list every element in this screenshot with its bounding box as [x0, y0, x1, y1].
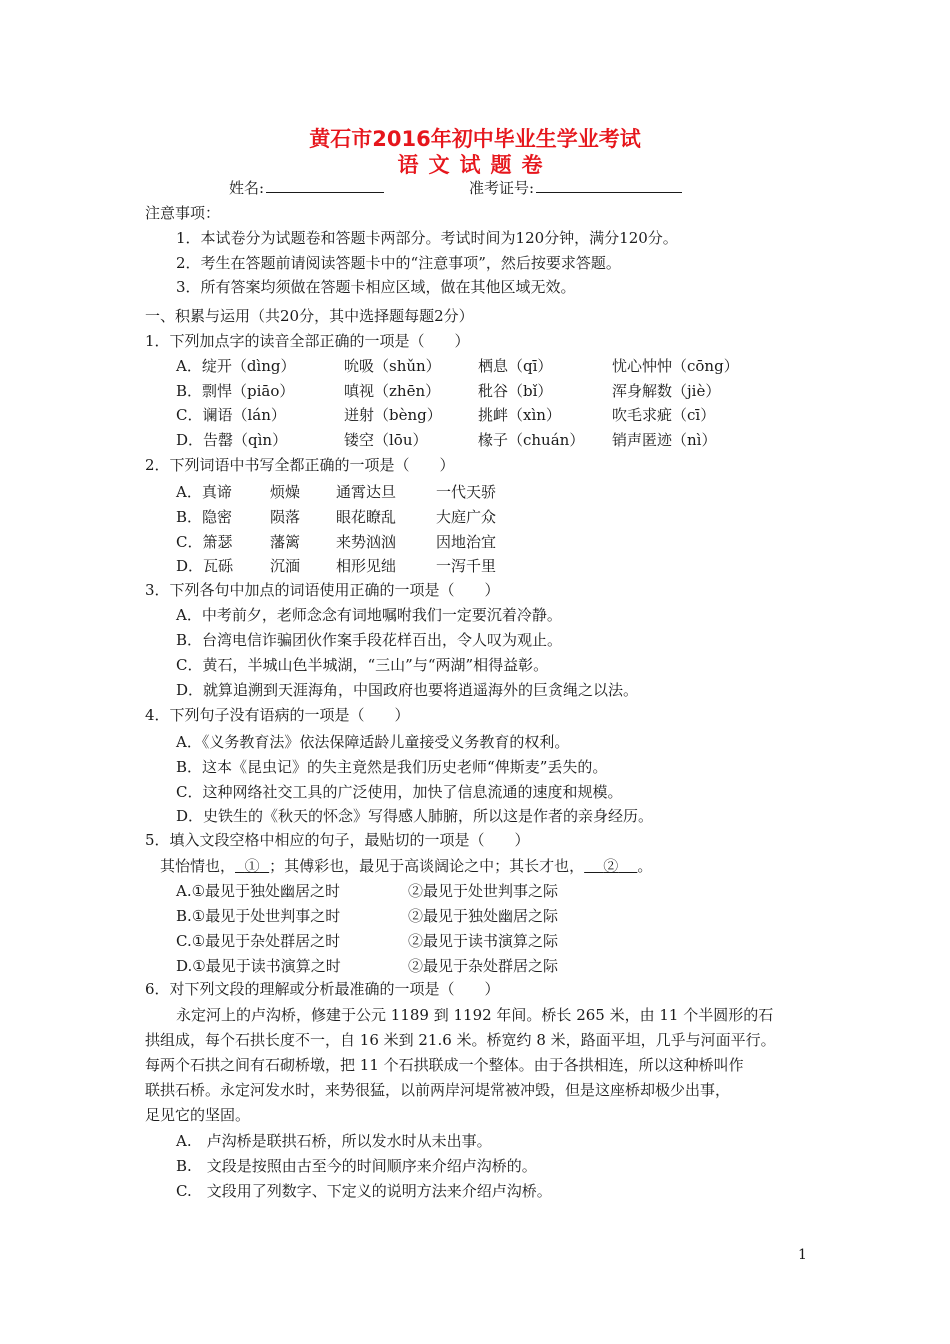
q2-option-cell: 烦燥	[270, 483, 301, 501]
q5-blank-1-label: ①	[244, 857, 260, 875]
q5-option-cell: A.①最见于独处幽居之时	[176, 882, 341, 900]
q2-option-cell: C．箫瑟	[176, 533, 233, 551]
question-6-stem: 6．对下列文段的理解或分析最准确的一项是（ ）	[145, 980, 500, 998]
q1-option-cell: 嗔视（zhēn）	[344, 382, 441, 400]
q4-option: D．史铁生的《秋天的怀念》写得感人肺腑，所以这是作者的亲身经历。	[176, 807, 654, 825]
q5-passage	[160, 856, 652, 876]
q5-option-cell: ②最见于杂处群居之际	[408, 957, 559, 975]
q2-option-cell: 通霄达旦	[336, 483, 397, 501]
q6-passage-line: 每两个石拱之间有石砌桥墩，把 11 个石拱联成一个整体。由于各拱相连，所以这种桥叫作	[145, 1056, 744, 1074]
section-heading: 一、积累与运用（共20分，其中选择题每题2分）	[145, 307, 474, 325]
question-3-stem: 3．下列各句中加点的词语使用正确的一项是（ ）	[145, 581, 500, 599]
q2-option-cell: 一泻千里	[436, 557, 497, 575]
q5-blank-2	[584, 857, 637, 875]
notes-heading: 注意事项：	[145, 204, 221, 222]
id-field[interactable]	[469, 177, 682, 198]
q6-passage-line: 永定河上的卢沟桥，修建于公元 1189 到 1192 年间。桥长 265 米，由 11 个半圆形的石	[176, 1006, 774, 1024]
q5-option-cell: ②最见于独处幽居之际	[408, 907, 559, 925]
q2-option-cell: 因地治宜	[436, 533, 497, 551]
q1-option-cell: 忧心忡忡（cōng）	[612, 357, 739, 375]
question-4-stem: 4．下列句子没有语病的一项是（ ）	[145, 706, 410, 724]
q5-blank-2-label: ②	[603, 857, 619, 875]
q5-passage-part: ；其傅彩也，最见于高谈阔论之中；其长才也，	[269, 857, 585, 875]
q5-option-cell: ②最见于读书演算之际	[408, 932, 559, 950]
q1-option-cell: 吮吸（shǔn）	[344, 357, 441, 375]
exam-subtitle: 语文试题卷	[397, 153, 553, 177]
q1-option-cell: 椽子（chuán）	[478, 431, 585, 449]
q1-option-cell: A．绽开（dìng）	[176, 357, 296, 375]
question-5-stem: 5．填入文段空格中相应的句子，最贴切的一项是（ ）	[145, 831, 530, 849]
q3-option: D．就算追溯到天涯海角，中国政府也要将逍遥海外的巨贪绳之以法。	[176, 681, 639, 699]
q2-option-cell: 来势汹汹	[336, 533, 397, 551]
name-blank[interactable]	[266, 177, 384, 193]
q2-option-cell: 眼花瞭乱	[336, 508, 397, 526]
q5-option-cell: D.①最见于读书演算之时	[176, 957, 341, 975]
exam-title: 黄石市2016年初中毕业生学业考试	[309, 127, 641, 151]
q5-blank-1	[235, 857, 269, 875]
name-field[interactable]	[229, 177, 384, 198]
q3-option: B．台湾电信诈骗团伙作案手段花样百出，令人叹为观止。	[176, 631, 563, 649]
q3-option: C．黄石，半城山色半城湖，“三山”与“两湖”相得益彰。	[176, 656, 549, 674]
note-item: 1．本试卷分为试题卷和答题卡两部分。考试时间为120分钟，满分120分。	[176, 229, 678, 247]
page-number: 1	[798, 1247, 807, 1263]
q5-option-cell: B.①最见于处世判事之时	[176, 907, 341, 925]
q6-option: A. 卢沟桥是联拱石桥，所以发水时从未出事。	[176, 1132, 492, 1150]
q1-option-cell: D．告罄（qìn）	[176, 431, 288, 449]
q6-option: B. 文段是按照由古至今的时间顺序来介绍卢沟桥的。	[176, 1157, 537, 1175]
q2-option-cell: 一代天骄	[436, 483, 497, 501]
q6-passage-line: 联拱石桥。永定河发水时，来势很猛，以前两岸河堤常被冲毁，但是这座桥却极少出事，	[145, 1081, 731, 1099]
q1-option-cell: 迸射（bèng）	[344, 406, 442, 424]
q3-option: A．中考前夕，老师念念有词地嘱咐我们一定要沉着冷静。	[176, 606, 562, 624]
note-item: 3．所有答案均须做在答题卡相应区域，做在其他区域无效。	[176, 278, 576, 296]
id-blank[interactable]	[536, 177, 682, 193]
q2-option-cell: D．瓦砾	[176, 557, 234, 575]
q1-option-cell: 镂空（lōu）	[344, 431, 428, 449]
q1-option-cell: 秕谷（bǐ）	[478, 382, 553, 400]
id-label: 准考证号:	[469, 179, 535, 197]
q2-option-cell: 大庭广众	[436, 508, 497, 526]
q6-option: C. 文段用了列数字、下定义的说明方法来介绍卢沟桥。	[176, 1182, 552, 1200]
q2-option-cell: 藩篱	[270, 533, 301, 551]
q1-option-cell: B．剽悍（piāo）	[176, 382, 295, 400]
q1-option-cell: 浑身解数（jiè）	[612, 382, 721, 400]
note-item: 2．考生在答题前请阅读答题卡中的“注意事项”，然后按要求答题。	[176, 254, 621, 272]
q2-option-cell: B．隐密	[176, 508, 233, 526]
q4-option: B．这本《昆虫记》的失主竟然是我们历史老师“俾斯麦”丢失的。	[176, 758, 608, 776]
q2-option-cell: A．真谛	[176, 483, 232, 501]
q1-option-cell: 栖息（qī）	[478, 357, 553, 375]
q1-option-cell: 挑衅（xìn）	[478, 406, 561, 424]
q2-option-cell: 陨落	[270, 508, 301, 526]
q6-passage-line: 足见它的坚固。	[145, 1106, 251, 1124]
q2-option-cell: 相形见绌	[336, 557, 397, 575]
q5-option-cell: ②最见于处世判事之际	[408, 882, 559, 900]
q5-passage-part: 。	[637, 857, 653, 875]
q4-option: C．这种网络社交工具的广泛使用，加快了信息流通的速度和规模。	[176, 783, 623, 801]
q1-option-cell: 吹毛求疵（cī）	[612, 406, 716, 424]
name-label: 姓名:	[229, 179, 265, 197]
q4-option: A．《义务教育法》依法保障适龄儿童接受义务教育的权利。	[176, 733, 570, 751]
question-1-stem: 1．下列加点字的读音全部正确的一项是（ ）	[145, 332, 470, 350]
q6-passage-line: 拱组成，每个石拱长度不一，自 16 米到 21.6 米。桥宽约 8 米，路面平坦，几乎与河面平行。	[145, 1031, 776, 1049]
q1-option-cell: 销声匿迹（nì）	[612, 431, 717, 449]
q5-passage-part: 其怡情也，	[160, 857, 236, 875]
q5-option-cell: C.①最见于杂处群居之时	[176, 932, 341, 950]
q1-option-cell: C．谰语（lán）	[176, 406, 286, 424]
question-2-stem: 2．下列词语中书写全都正确的一项是（ ）	[145, 456, 455, 474]
q2-option-cell: 沉湎	[270, 557, 301, 575]
